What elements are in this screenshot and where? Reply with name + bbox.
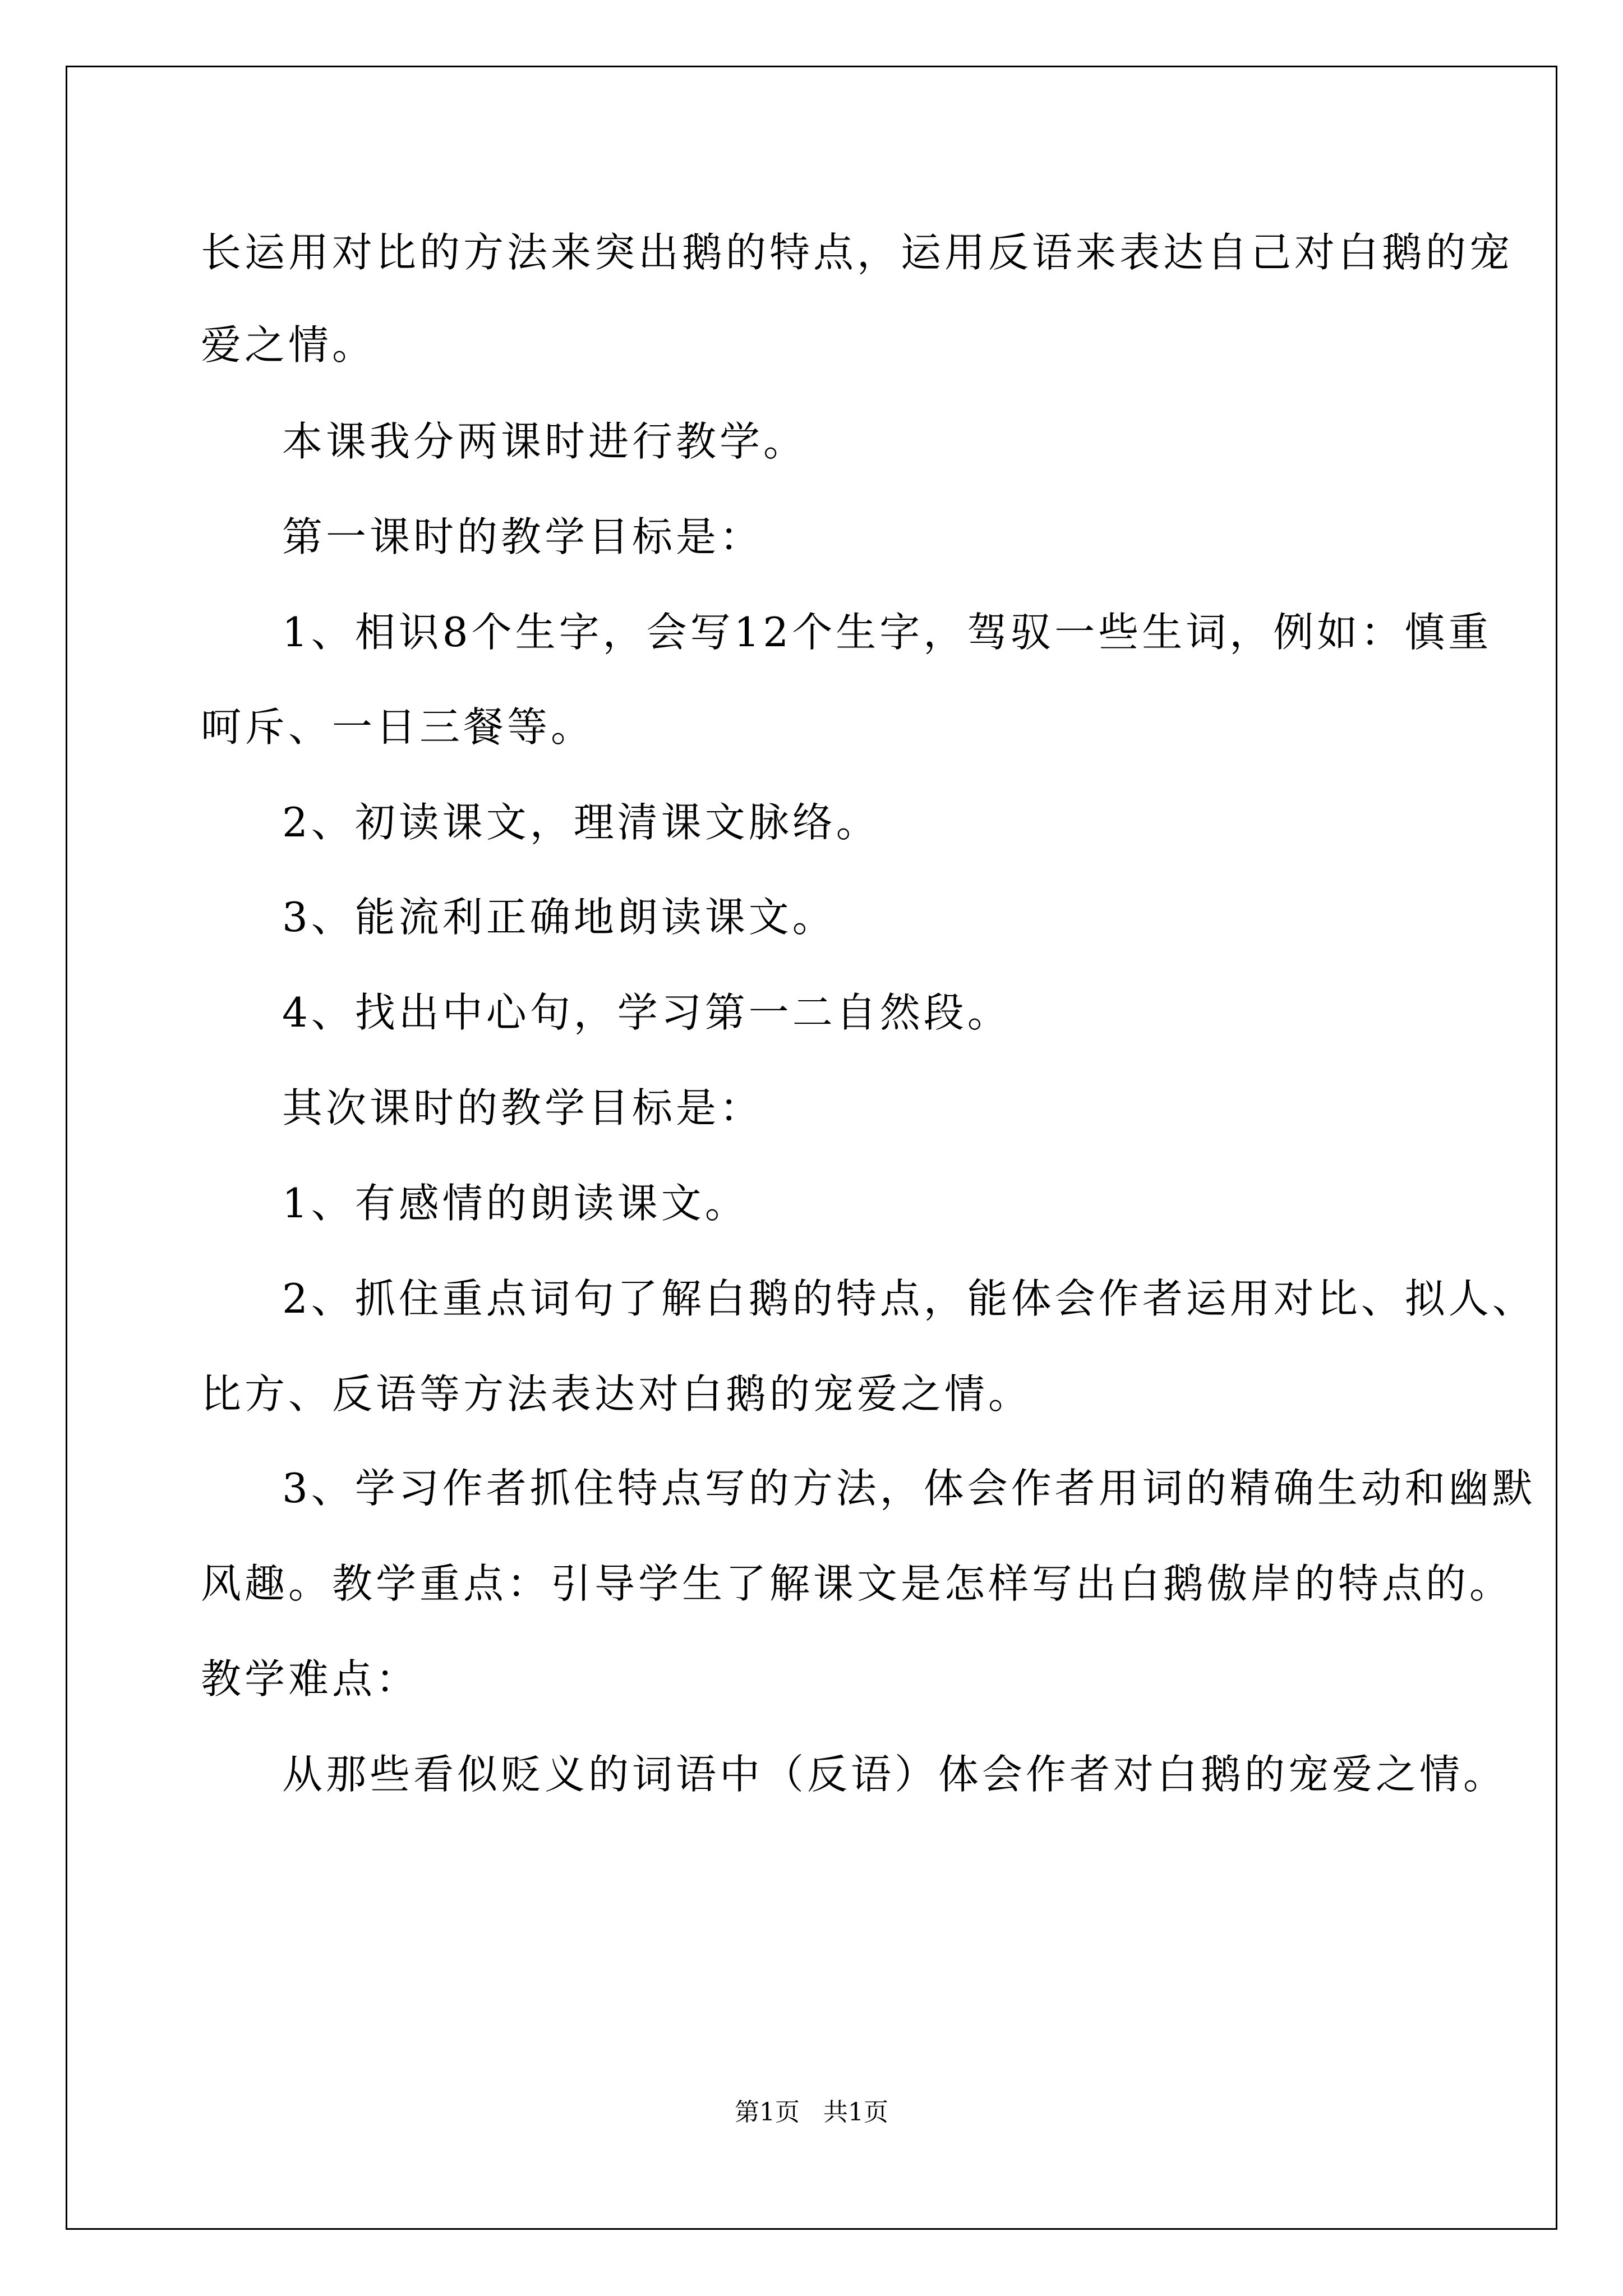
- text-line: 比方、反语等方法表达对白鹅的宠爱之情。: [201, 1370, 1032, 1418]
- text-line: 呵斥、一日三餐等。: [201, 703, 595, 751]
- text-line: 2、抓住重点词句了解白鹅的特点，能体会作者运用对比、拟人、: [282, 1275, 1536, 1322]
- page-border: [66, 66, 1557, 2230]
- text-line: 其次课时的教学目标是：: [282, 1084, 764, 1131]
- text-line: 2、初读课文，理清课文脉络。: [282, 799, 880, 846]
- text-line: 爱之情。: [201, 321, 376, 369]
- text-line: 第一课时的教学目标是：: [282, 513, 764, 560]
- text-line: 长运用对比的方法来突出鹅的特点，运用反语来表达自己对白鹅的宠: [201, 229, 1514, 276]
- text-line: 本课我分两课时进行教学。: [282, 418, 808, 465]
- text-line: 3、能流利正确地朗读课文。: [282, 894, 836, 941]
- text-line: 3、学习作者抓住特点写的方法，体会作者用词的精确生动和幽默: [282, 1465, 1536, 1512]
- text-line: 1、有感情的朗读课文。: [282, 1180, 749, 1227]
- text-line: 风趣。教学重点：引导学生了解课文是怎样写出白鹅傲岸的特点的。: [201, 1560, 1514, 1607]
- text-line: 教学难点：: [201, 1655, 420, 1703]
- text-line: 从那些看似贬义的词语中（反语）体会作者对白鹅的宠爱之情。: [282, 1751, 1507, 1798]
- text-line: 1、相识8个生字，会写12个生字，驾驭一些生词，例如：慎重: [282, 609, 1492, 656]
- text-line: 4、找出中心句，学习第一二自然段。: [282, 989, 1011, 1036]
- page-footer: 第1页 共1页: [735, 2098, 888, 2127]
